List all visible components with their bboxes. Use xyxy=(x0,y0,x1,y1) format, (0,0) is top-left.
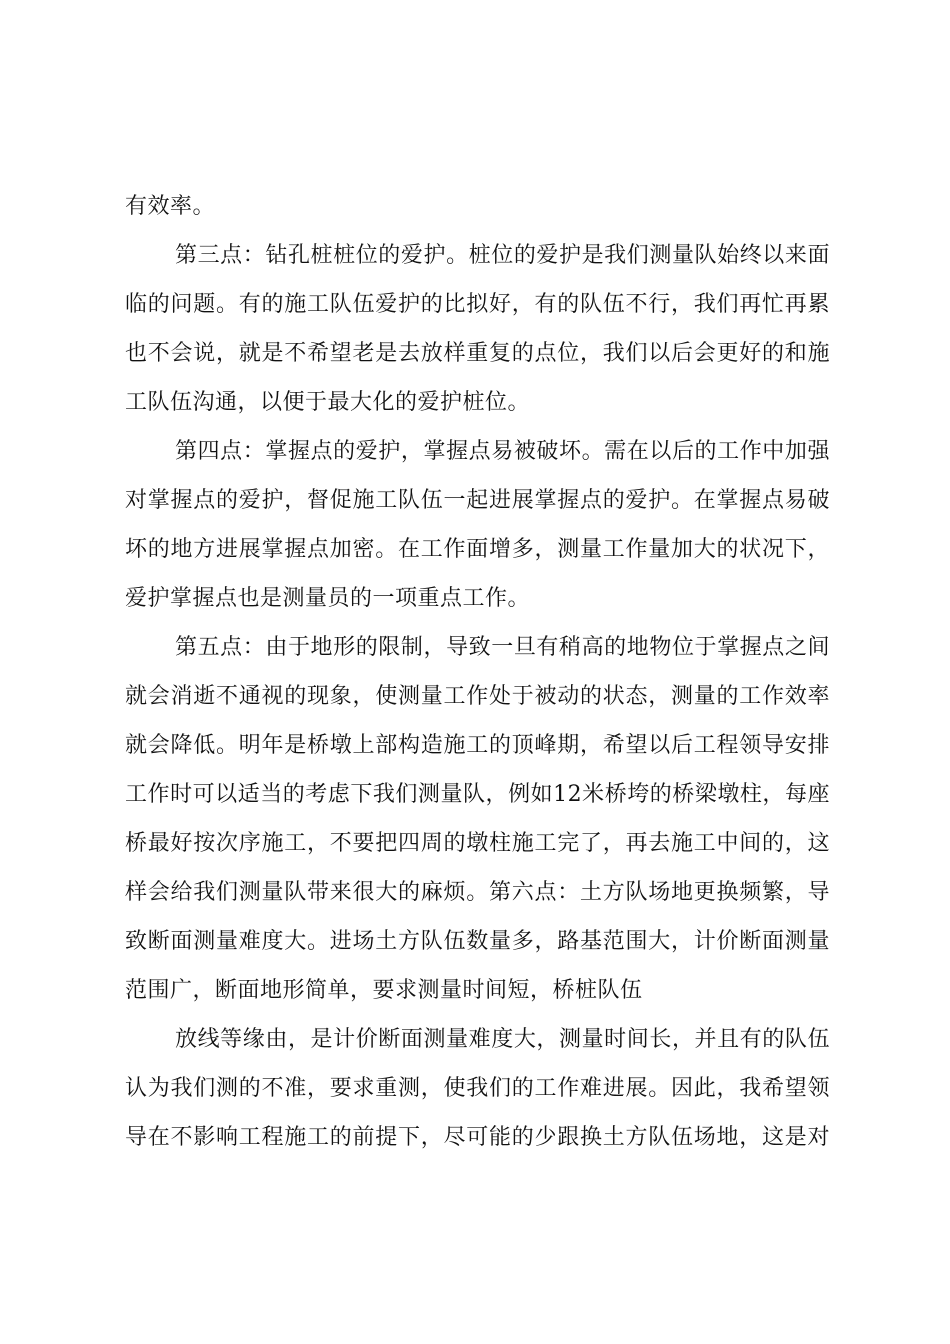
paragraph-5-line: 第五点：由于地形的限制，导致一旦有稍高的地物位于掌握点之间 xyxy=(175,635,830,660)
text-line: 有效率。 xyxy=(125,194,216,219)
paragraph-5-line: 桥最好按次序施工，不要把四周的墩柱施工完了，再去施工中间的，这 xyxy=(125,831,830,856)
paragraph-6-line: 放线等缘由，是计价断面测量难度大，测量时间长，并且有的队伍 xyxy=(175,1027,830,1052)
paragraph-5-line: 样会给我们测量队带来很大的麻烦。第六点：土方队场地更换频繁，导 xyxy=(125,880,830,905)
paragraph-6-line: 认为我们测的不准，要求重测，使我们的工作难进展。因此，我希望领 xyxy=(125,1076,830,1101)
paragraph-3-line: 第三点：钻孔桩桩位的爱护。桩位的爱护是我们测量队始终以来面 xyxy=(175,243,830,268)
paragraph-4-line: 对掌握点的爱护，督促施工队伍一起进展掌握点的爱护。在掌握点易破 xyxy=(125,488,830,513)
paragraph-6-line: 导在不影响工程施工的前提下，尽可能的少跟换土方队伍场地，这是对 xyxy=(125,1125,830,1150)
paragraph-4-line: 坏的地方进展掌握点加密。在工作面增多，测量工作量加大的状况下， xyxy=(125,537,830,562)
paragraph-4-line: 第四点：掌握点的爱护，掌握点易被破坏。需在以后的工作中加强 xyxy=(175,439,830,464)
paragraph-5-line: 范围广，断面地形简单，要求测量时间短，桥桩队伍 xyxy=(125,978,643,1003)
paragraph-5-line: 工作时可以适当的考虑下我们测量队，例如12米桥垮的桥梁墩柱，每座 xyxy=(125,782,830,807)
paragraph-3-line: 也不会说，就是不希望老是去放样重复的点位，我们以后会更好的和施 xyxy=(125,341,830,366)
paragraph-5-line: 就会降低。明年是桥墩上部构造施工的顶峰期，希望以后工程领导安排 xyxy=(125,733,830,758)
paragraph-3-line: 工队伍沟通，以便于最大化的爱护桩位。 xyxy=(125,390,531,415)
paragraph-5-line: 致断面测量难度大。进场土方队伍数量多，路基范围大，计价断面测量 xyxy=(125,929,830,954)
paragraph-3-line: 临的问题。有的施工队伍爱护的比拟好，有的队伍不行，我们再忙再累 xyxy=(125,292,830,317)
paragraph-4-line: 爱护掌握点也是测量员的一项重点工作。 xyxy=(125,586,531,611)
paragraph-5-line: 就会消逝不通视的现象，使测量工作处于被动的状态，测量的工作效率 xyxy=(125,684,830,709)
